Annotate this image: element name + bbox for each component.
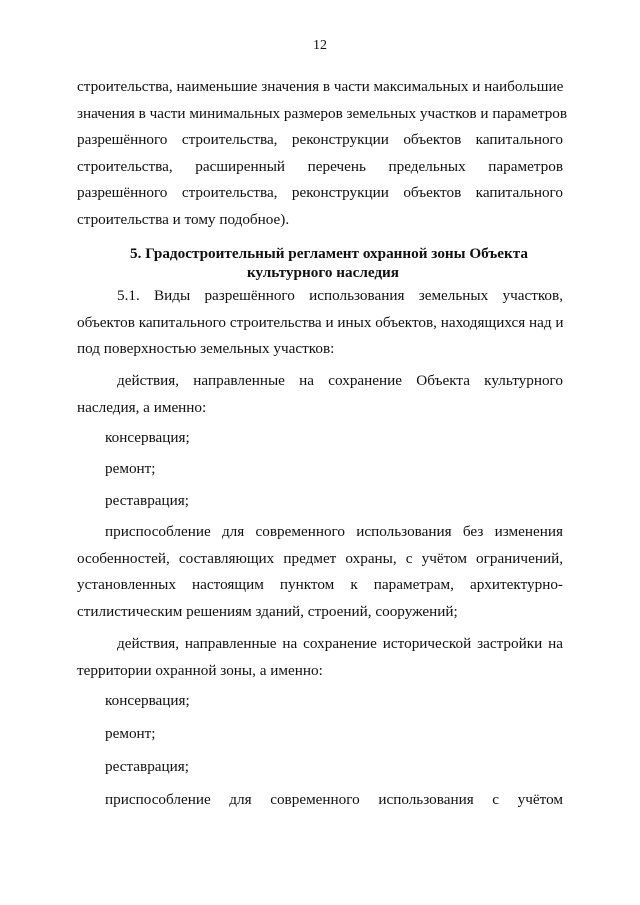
- text-line: реставрация;: [105, 492, 189, 509]
- text-line: 5.1. Виды разрешённого использования земельных участков,: [117, 287, 563, 304]
- text-line: стилистическим решениям зданий, строений, сооружений;: [77, 602, 458, 620]
- paragraph-actions-object: [77, 368, 563, 421]
- text-line: ремонт;: [105, 460, 156, 477]
- section-heading: [130, 244, 528, 282]
- text-line: ремонт;: [105, 725, 156, 742]
- text-line: наследия, а именно:: [77, 398, 207, 416]
- text-line: объектов капитального строительства и иных объектов, находящихся над и: [77, 313, 564, 331]
- heading-line: 5. Градостроительный регламент охранной зоны Объекта: [130, 245, 528, 262]
- list-item-restoration: [77, 754, 563, 781]
- text-line: строительства, расширенный перечень предельных параметров: [77, 157, 563, 175]
- text-line: действия, направленные на сохранение исторической застройки на: [117, 635, 563, 652]
- text-line: разрешённого строительства, реконструкции объектов капитального: [77, 184, 563, 201]
- text-line: приспособление для современного использования с учётом: [105, 791, 563, 808]
- text-line: консервация;: [105, 429, 190, 446]
- text-line: консервация;: [105, 692, 190, 709]
- list-item-restoration: [77, 488, 563, 515]
- list-item-conservation: [77, 425, 563, 452]
- text-line: строительства, наименьшие значения в части максимальных и наибольшие: [77, 78, 564, 95]
- text-line: установленных настоящим пунктом к параметрам, архитектурно-: [77, 576, 563, 593]
- list-item-conservation: [77, 688, 563, 715]
- paragraph-adaptation-continued: [77, 787, 563, 814]
- text-line: реставрация;: [105, 758, 189, 775]
- paragraph-adaptation: [77, 519, 563, 625]
- paragraph-5-1: [77, 283, 563, 363]
- page-number: 12: [313, 38, 327, 53]
- paragraph-actions-historic: [77, 631, 563, 684]
- text-line: особенностей, составляющих предмет охраны, с учётом ограничений,: [77, 549, 563, 567]
- text-line: разрешённого строительства, реконструкции объектов капитального: [77, 131, 563, 148]
- text-line: под поверхностью земельных участков:: [77, 340, 335, 357]
- heading-line: культурного наследия: [246, 264, 400, 281]
- text-line: строительства и тому подобное).: [77, 210, 290, 228]
- text-line: территории охранной зоны, а именно:: [77, 661, 323, 679]
- list-item-repair: [77, 721, 563, 748]
- paragraph-continuation: [77, 74, 568, 233]
- text-line: действия, направленные на сохранение Объекта культурного: [117, 372, 563, 389]
- text-line: значения в части минимальных размеров земельных участков и параметров: [77, 104, 568, 122]
- text-line: приспособление для современного использования без изменения: [105, 523, 563, 540]
- list-item-repair: [77, 456, 563, 483]
